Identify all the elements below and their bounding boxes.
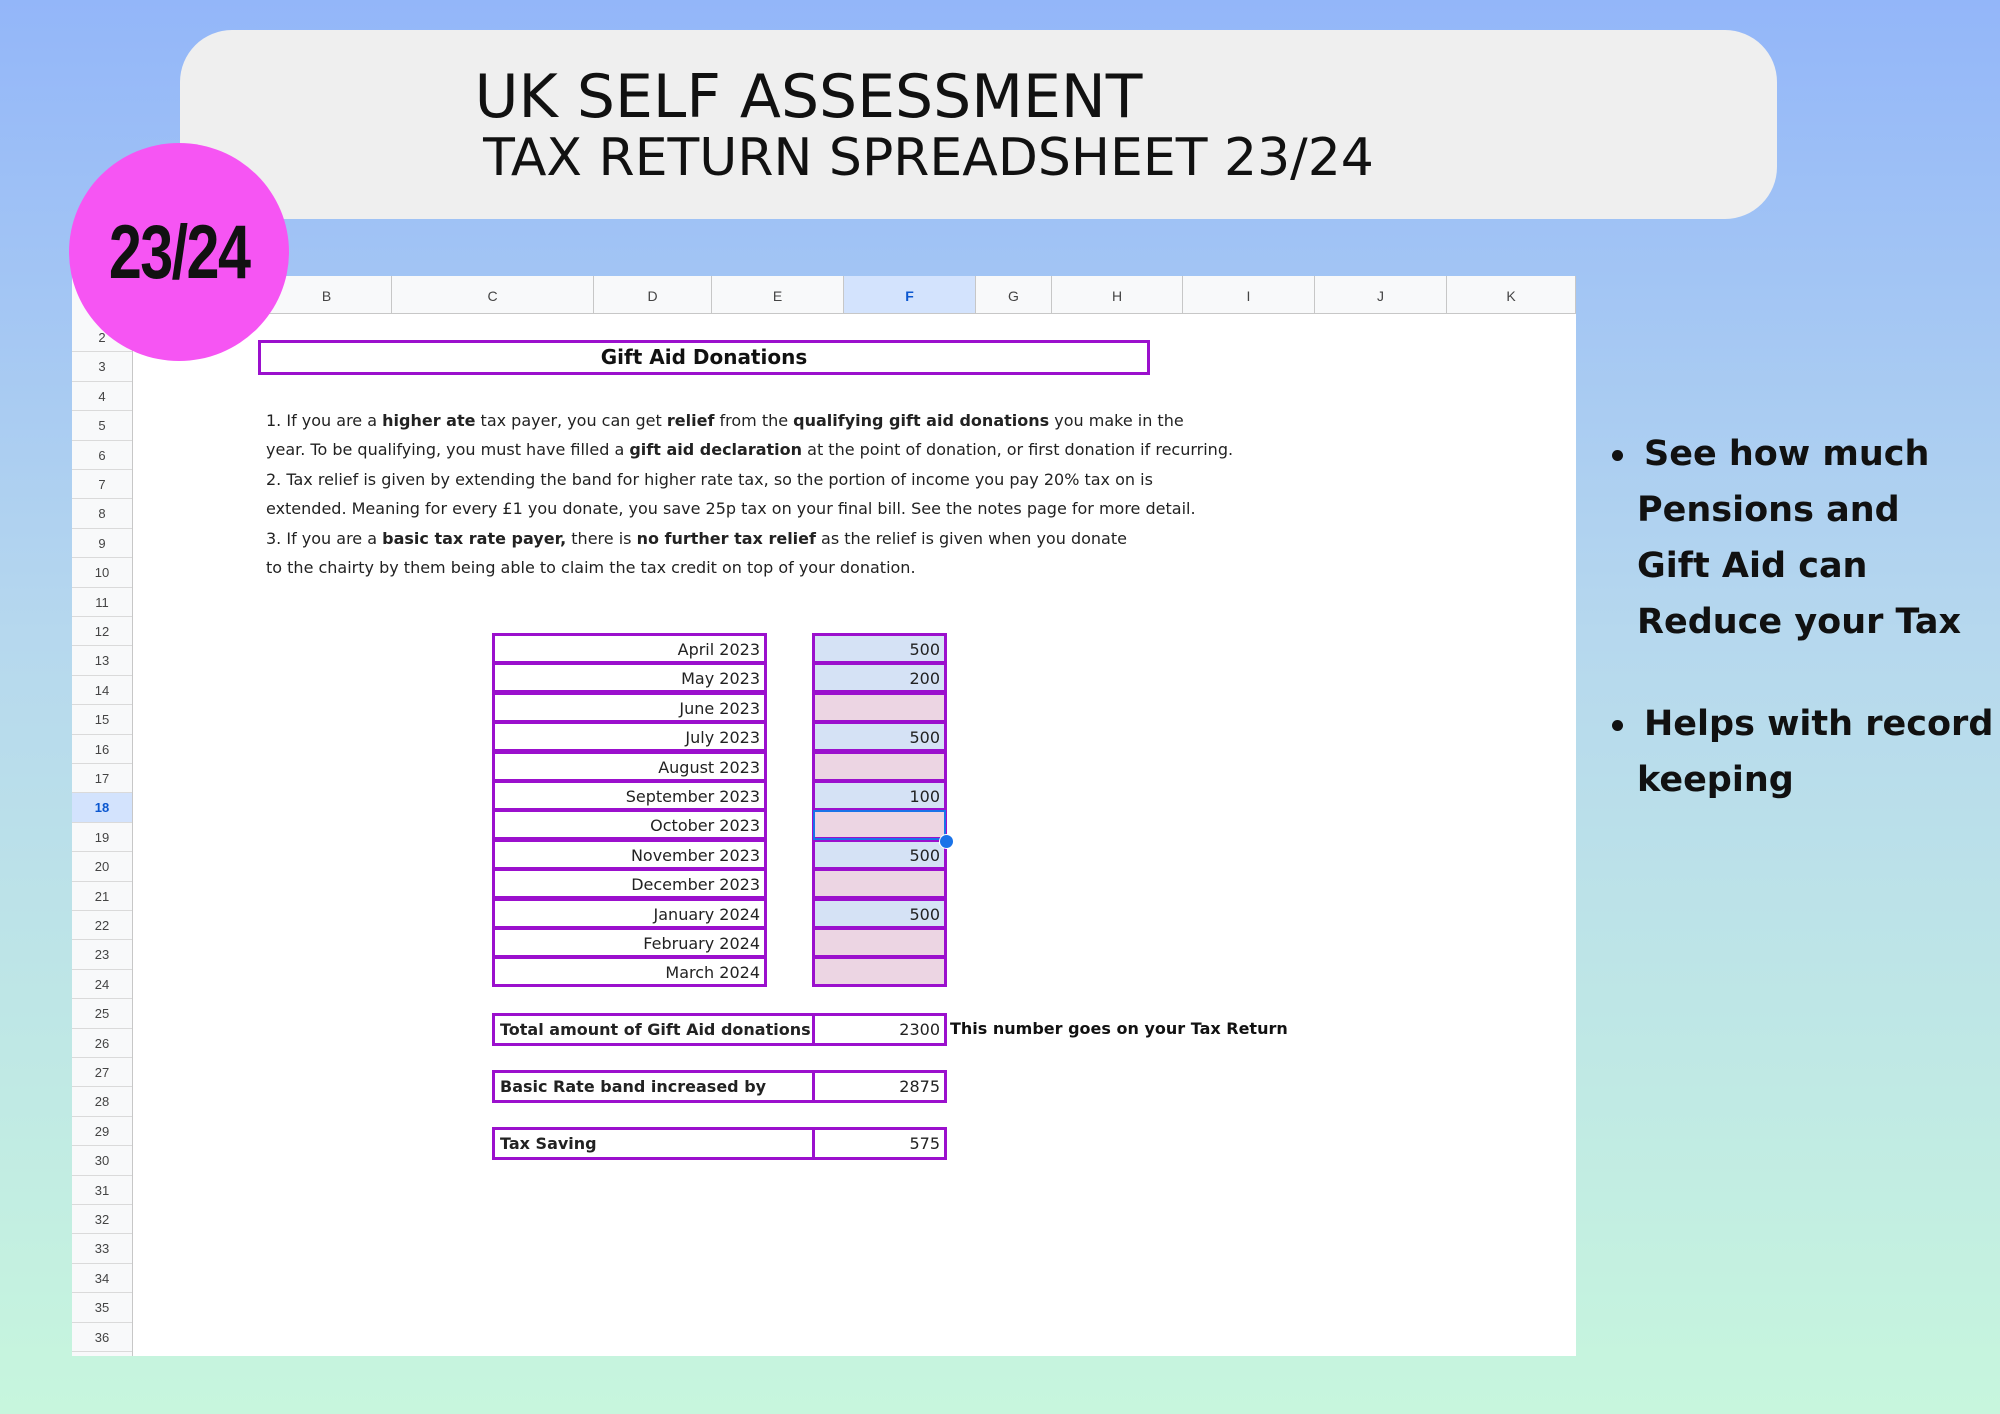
feature-line: See how much	[1644, 434, 1930, 474]
donation-amount[interactable]: 500	[812, 633, 947, 664]
row-header-2[interactable]: 2	[72, 323, 132, 352]
donation-month: July 2023	[492, 721, 767, 752]
row-header-26[interactable]: 26	[72, 1029, 132, 1058]
row-header-35[interactable]: 35	[72, 1293, 132, 1322]
row-header-27[interactable]: 27	[72, 1058, 132, 1087]
row-header-32[interactable]: 32	[72, 1205, 132, 1234]
row-header-5[interactable]: 5	[72, 411, 132, 440]
total-note: This number goes on your Tax Return	[950, 1019, 1288, 1038]
row-header-bar	[72, 313, 133, 1356]
donation-month: October 2023	[492, 809, 767, 840]
donation-amount[interactable]: 100	[812, 780, 947, 811]
donation-month: May 2023	[492, 662, 767, 693]
instruction-line: extended. Meaning for every £1 you donate, you save 25p tax on your final bill. See the notes page for more detail.	[266, 499, 1196, 519]
column-header-d[interactable]: D	[594, 276, 712, 313]
year-badge-text: 23/24	[108, 209, 250, 295]
column-header-j[interactable]: J	[1315, 276, 1447, 313]
row-header-14[interactable]: 14	[72, 676, 132, 705]
instruction-line: to the chairty by them being able to claim the tax credit on top of your donation.	[266, 557, 916, 577]
donation-amount[interactable]	[812, 692, 947, 723]
feature-line: keeping	[1637, 760, 1794, 800]
feature-list	[1600, 426, 2000, 854]
instruction-line: 1. If you are a higher ate tax payer, you can get relief from the qualifying gift aid donations you make in the	[266, 411, 1184, 430]
donation-amount[interactable]: 500	[812, 839, 947, 870]
row-header-18[interactable]: 18	[72, 793, 132, 822]
instruction-line: 3. If you are a basic tax rate payer, there is no further tax relief as the relief is given when you donate	[266, 528, 1127, 548]
row-header-16[interactable]: 16	[72, 735, 132, 764]
column-header-k[interactable]: K	[1447, 276, 1576, 313]
row-header-4[interactable]: 4	[72, 382, 132, 411]
basic-rate-label: Basic Rate band increased by	[492, 1070, 815, 1103]
donation-amount[interactable]	[812, 751, 947, 782]
row-header-13[interactable]: 13	[72, 646, 132, 675]
sheet-title[interactable]: Gift Aid Donations	[258, 340, 1150, 375]
column-header-bar	[72, 276, 1576, 314]
donation-month: September 2023	[492, 780, 767, 811]
row-header-17[interactable]: 17	[72, 764, 132, 793]
row-header-19[interactable]: 19	[72, 823, 132, 852]
row-header-30[interactable]: 30	[72, 1146, 132, 1175]
donation-month: January 2024	[492, 898, 767, 929]
row-header-25[interactable]: 25	[72, 999, 132, 1028]
feature-line: Reduce your Tax	[1637, 602, 1962, 642]
donation-month: April 2023	[492, 633, 767, 664]
donation-amount[interactable]	[812, 956, 947, 987]
instructions-text	[266, 406, 1266, 582]
row-header-24[interactable]: 24	[72, 970, 132, 999]
fill-handle[interactable]	[939, 834, 954, 849]
donation-amount[interactable]	[812, 809, 947, 840]
bullet-icon	[1612, 720, 1623, 731]
row-header-21[interactable]: 21	[72, 882, 132, 911]
row-header-10[interactable]: 10	[72, 558, 132, 587]
row-header-9[interactable]: 9	[72, 529, 132, 558]
bullet-icon	[1612, 450, 1623, 461]
total-label: Total amount of Gift Aid donations	[492, 1013, 815, 1046]
donation-month: June 2023	[492, 692, 767, 723]
row-header-22[interactable]: 22	[72, 911, 132, 940]
feature-line: Pensions and	[1637, 490, 1900, 530]
row-header-23[interactable]: 23	[72, 940, 132, 969]
donation-month: February 2024	[492, 927, 767, 958]
column-header-b[interactable]: B	[262, 276, 392, 313]
row-header-7[interactable]: 7	[72, 470, 132, 499]
row-header-3[interactable]: 3	[72, 352, 132, 381]
row-header-11[interactable]: 11	[72, 588, 132, 617]
tax-saving-value[interactable]: 575	[812, 1127, 947, 1160]
column-header-e[interactable]: E	[712, 276, 844, 313]
banner-title: UK SELF ASSESSMENT	[474, 62, 1143, 132]
row-header-33[interactable]: 33	[72, 1234, 132, 1263]
instruction-line: 2. Tax relief is given by extending the band for higher rate tax, so the portion of income you pay 20% tax on is	[266, 469, 1153, 489]
row-header-36[interactable]: 36	[72, 1323, 132, 1352]
row-header-6[interactable]: 6	[72, 441, 132, 470]
column-header-g[interactable]: G	[976, 276, 1052, 313]
column-header-f[interactable]: F	[844, 276, 976, 313]
year-badge	[69, 143, 289, 361]
feature-item	[1600, 426, 2000, 650]
header-banner	[180, 30, 1777, 219]
donation-month: August 2023	[492, 751, 767, 782]
row-header-31[interactable]: 31	[72, 1176, 132, 1205]
donation-amount[interactable]	[812, 927, 947, 958]
banner-subtitle: TAX RETURN SPREADSHEET 23/24	[483, 128, 1374, 188]
row-header-28[interactable]: 28	[72, 1087, 132, 1116]
column-header-h[interactable]: H	[1052, 276, 1183, 313]
donation-amount[interactable]: 500	[812, 898, 947, 929]
feature-line: Gift Aid can	[1637, 546, 1868, 586]
donation-month: December 2023	[492, 868, 767, 899]
row-header-34[interactable]: 34	[72, 1264, 132, 1293]
column-header-c[interactable]: C	[392, 276, 594, 313]
donation-month: March 2024	[492, 956, 767, 987]
row-header-15[interactable]: 15	[72, 705, 132, 734]
feature-line: Helps with record	[1644, 704, 1994, 744]
row-header-8[interactable]: 8	[72, 499, 132, 528]
tax-saving-label: Tax Saving	[492, 1127, 815, 1160]
row-header-12[interactable]: 12	[72, 617, 132, 646]
feature-item	[1600, 696, 2000, 808]
total-value[interactable]: 2300	[812, 1013, 947, 1046]
row-header-29[interactable]: 29	[72, 1117, 132, 1146]
column-header-i[interactable]: I	[1183, 276, 1315, 313]
spreadsheet	[72, 276, 1576, 1356]
donation-amount[interactable]: 500	[812, 721, 947, 752]
basic-rate-value[interactable]: 2875	[812, 1070, 947, 1103]
donation-amount[interactable]: 200	[812, 662, 947, 693]
instruction-line: year. To be qualifying, you must have filled a gift aid declaration at the point of donation, or first donation if recurring.	[266, 440, 1234, 460]
row-header-20[interactable]: 20	[72, 852, 132, 881]
donation-month: November 2023	[492, 839, 767, 870]
donation-amount[interactable]	[812, 868, 947, 899]
